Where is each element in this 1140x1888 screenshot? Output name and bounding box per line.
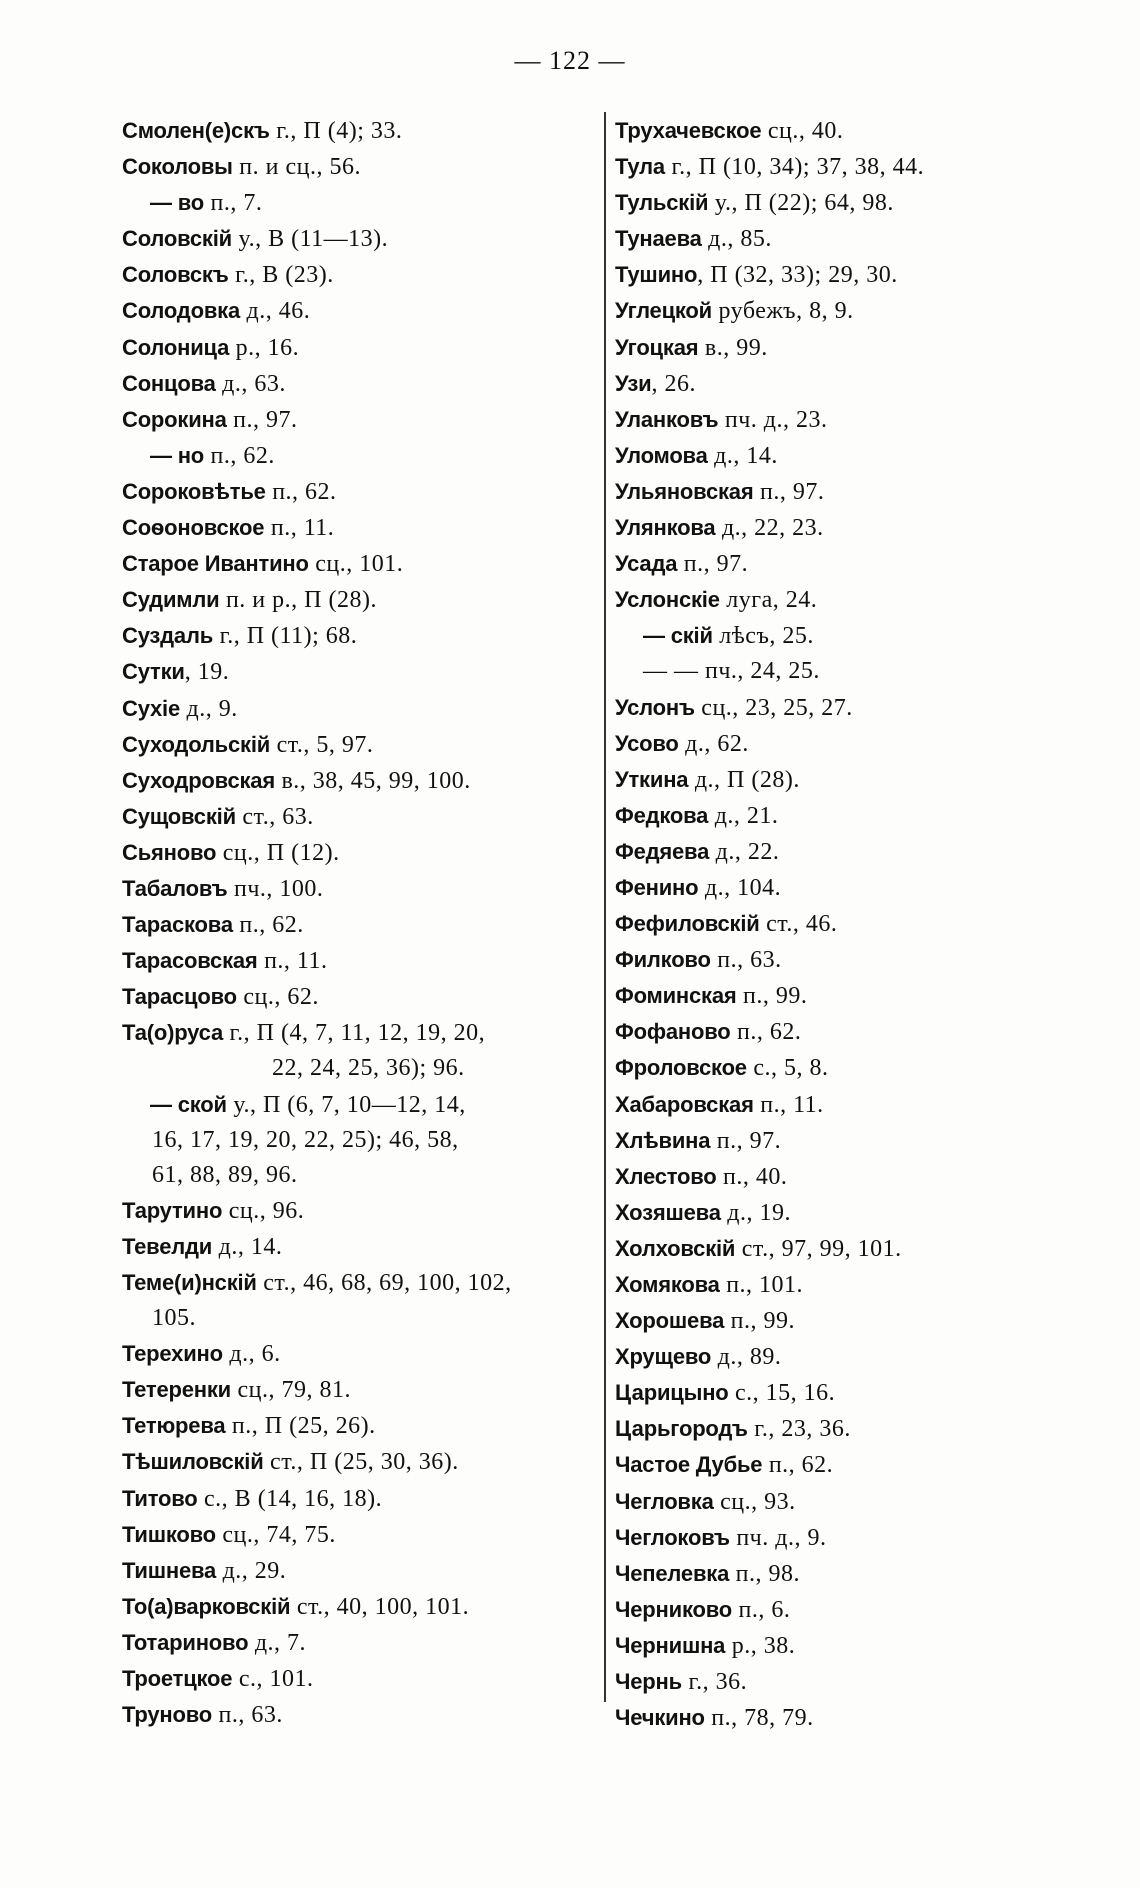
index-entry: [122, 691, 592, 727]
entry-headword: Сухіе: [122, 695, 180, 721]
entry-headword: Тетеренки: [122, 1377, 231, 1403]
entry-references: п., 97.: [753, 478, 825, 505]
index-entry: [615, 330, 1065, 366]
entry-references: , П (32, 33); 29, 30.: [697, 262, 898, 289]
entry-headword: Труново: [122, 1702, 212, 1728]
entry-references: г., 36.: [681, 1669, 748, 1696]
entry-references: с., 101.: [232, 1666, 314, 1693]
index-entry: [122, 510, 592, 546]
entry-headword: Фенино: [615, 874, 699, 900]
entry-references: в., 99.: [698, 334, 768, 361]
entry-headword: Хозяшева: [615, 1199, 721, 1225]
index-entry: [615, 257, 1065, 293]
entry-references: сц., 96.: [222, 1197, 305, 1224]
index-entry: [122, 1265, 592, 1301]
entry-headword: Смолен(е)скъ: [122, 118, 270, 143]
entry-headword: Чегловка: [615, 1488, 714, 1514]
entry-references: ст., 40, 100, 101.: [290, 1593, 470, 1620]
index-entry: [615, 1087, 1065, 1123]
entry-headword: — во: [150, 190, 204, 216]
index-entry: [122, 330, 592, 366]
entry-headword: Тарасцово: [122, 984, 237, 1010]
entry-headword: Чепелевка: [615, 1560, 730, 1586]
entry-references: у., П (6, 7, 10—12, 14,: [226, 1091, 466, 1118]
entry-references: п., 97.: [677, 551, 749, 578]
entry-headword: Фоминская: [615, 983, 737, 1009]
index-entry: [615, 149, 1065, 185]
entry-headword: Федкова: [615, 802, 709, 828]
entry-headword: Тетюрева: [122, 1413, 226, 1439]
entry-references: луга, 24.: [719, 587, 818, 614]
index-entry: [615, 1339, 1065, 1375]
entry-references: г., В (23).: [228, 262, 334, 289]
entry-references: д., 19.: [720, 1199, 791, 1226]
entry-references: п., 62.: [762, 1452, 834, 1479]
entry-headword: Филково: [615, 947, 711, 973]
index-entry: [615, 1700, 1065, 1736]
entry-headword: Хабаровская: [615, 1091, 754, 1117]
entry-references: пч. д., 9.: [729, 1524, 827, 1551]
index-entry: [615, 438, 1065, 474]
entry-references: с., 5, 8.: [746, 1055, 829, 1082]
index-entry: [122, 1087, 592, 1123]
index-entry: [615, 1159, 1065, 1195]
entry-headword: Царьгородъ: [615, 1416, 748, 1442]
entry-headword: Судимли: [122, 587, 220, 613]
entry-headword: Старое Ивантино: [122, 551, 309, 577]
index-entry: [122, 979, 592, 1015]
entry-references: п., 98.: [729, 1560, 800, 1587]
entry-headword: Солоница: [122, 334, 230, 360]
entry-references: сц., 74, 75.: [215, 1521, 336, 1548]
index-entry: [122, 366, 592, 402]
entry-headword: Соѳоновское: [122, 515, 265, 541]
index-entry: [615, 1628, 1065, 1664]
entry-headword: Тишково: [122, 1521, 216, 1547]
index-column-right: [615, 113, 1065, 1736]
index-entry: [615, 1195, 1065, 1231]
entry-references: п., 99.: [736, 983, 808, 1010]
entry-references: г., П (11); 68.: [213, 623, 358, 650]
entry-headword: Федяева: [615, 838, 710, 864]
entry-references: ст., 5, 97.: [270, 731, 374, 758]
entry-headword: Чечкино: [615, 1705, 705, 1731]
index-entry: [122, 618, 592, 654]
entry-references: п., 62.: [730, 1019, 802, 1046]
entry-headword: Тишнева: [122, 1557, 217, 1583]
entry-headword: Услонскіе: [615, 587, 720, 613]
entry-headword: Сьяново: [122, 839, 217, 865]
entry-headword: Тушино: [615, 262, 698, 288]
index-entry: [122, 1372, 592, 1408]
entry-headword: Суходровская: [122, 767, 275, 793]
entry-headword: Тевелди: [122, 1233, 213, 1259]
entry-headword: Титово: [122, 1485, 198, 1511]
entry-headword: Черниково: [615, 1596, 732, 1622]
index-column-left: [122, 113, 592, 1733]
entry-references: д., 104.: [698, 874, 782, 901]
entry-headword: Тула: [615, 154, 665, 180]
index-entry: [615, 546, 1065, 582]
entry-references: п., 62.: [204, 442, 275, 469]
index-entry: [122, 185, 592, 221]
entry-references: сц., 101.: [308, 551, 404, 578]
entry-references: д., 7.: [248, 1629, 307, 1656]
entry-references: ст., 46.: [759, 911, 838, 938]
entry-references: р., 16.: [229, 334, 300, 361]
entry-headword: Уткина: [615, 766, 689, 792]
entry-headword: Тараскова: [122, 912, 233, 938]
index-entry: [122, 727, 592, 763]
entry-references: г., П (10, 34); 37, 38, 44.: [664, 154, 925, 181]
entry-references: д., 9.: [179, 695, 238, 722]
index-entry: [615, 1014, 1065, 1050]
entry-headword: Та(о)руса: [122, 1020, 223, 1046]
entry-headword: Узи: [615, 370, 652, 396]
entry-headword: Фофаново: [615, 1019, 731, 1045]
index-entry: [122, 1517, 592, 1553]
index-entry: [615, 654, 1065, 689]
entry-references: д., 85.: [701, 226, 772, 253]
entry-references: у., П (22); 64, 98.: [708, 190, 894, 217]
entry-references: , 26.: [651, 370, 696, 397]
entry-headword: Ульяновская: [615, 478, 754, 504]
index-entry: [122, 546, 592, 582]
index-entry: [122, 582, 592, 618]
entry-references: п., 6.: [731, 1596, 791, 1623]
entry-headword: Сорокина: [122, 406, 227, 432]
entry-references: пч. д., 23.: [718, 406, 828, 433]
index-entry: [122, 474, 592, 510]
index-entry: [615, 618, 1065, 654]
entry-references: п. и сц., 56.: [232, 154, 361, 181]
index-entry: [122, 763, 592, 799]
entry-continuation: 61, 88, 89, 96.: [152, 1161, 298, 1188]
index-entry: [615, 798, 1065, 834]
entry-references: д., 6.: [222, 1341, 281, 1368]
entry-references: п., 78, 79.: [704, 1705, 814, 1732]
entry-headword: Угоцкая: [615, 334, 699, 360]
entry-references: д., 21.: [708, 802, 779, 829]
index-entry: [122, 1625, 592, 1661]
index-entry: [615, 1303, 1065, 1339]
index-entry: [122, 1661, 592, 1697]
entry-headword: То(а)варковскій: [122, 1593, 291, 1619]
entry-references: д., 63.: [215, 370, 286, 397]
entry-references: сц., П (12).: [216, 839, 340, 866]
entry-references: п., 63.: [211, 1702, 283, 1729]
entry-references: д., 46.: [240, 298, 311, 325]
entry-references: д., 89.: [711, 1344, 782, 1371]
entry-references: д., П (28).: [688, 766, 800, 793]
entry-references: лѣсъ, 25.: [712, 623, 814, 650]
entry-headword: Хлестово: [615, 1163, 717, 1189]
entry-headword: Тѣшиловскій: [122, 1449, 264, 1475]
entry-headword: Хорошева: [615, 1308, 725, 1334]
index-entry: [615, 1484, 1065, 1520]
index-entry: [615, 474, 1065, 510]
index-entry: [122, 654, 592, 690]
index-entry: [122, 871, 592, 907]
entry-headword: Уланковъ: [615, 406, 719, 432]
index-entry: [122, 402, 592, 438]
entry-references: с., 15, 16.: [728, 1380, 836, 1407]
entry-references: п., 11.: [753, 1091, 824, 1118]
entry-headword: Суходольскій: [122, 731, 271, 757]
index-entry: [615, 1231, 1065, 1267]
index-entry: [615, 366, 1065, 402]
index-entry: [615, 1664, 1065, 1700]
entry-references: в., 38, 45, 99, 100.: [274, 767, 471, 794]
entry-references: сц., 23, 25, 27.: [694, 694, 853, 721]
index-entry: [615, 1447, 1065, 1483]
entry-references: п., П (25, 26).: [225, 1413, 376, 1440]
entry-headword: Уломова: [615, 442, 708, 468]
entry-references: ст., 63.: [235, 803, 314, 830]
index-entry: [122, 113, 592, 149]
index-entry: [615, 906, 1065, 942]
entry-headword: — но: [150, 442, 205, 468]
index-entry: [615, 1267, 1065, 1303]
entry-references: , 19.: [184, 659, 230, 686]
column-divider: [604, 112, 606, 1702]
entry-references: сц., 93.: [713, 1488, 796, 1515]
index-entry: [615, 978, 1065, 1014]
entry-headword: — скій: [643, 623, 713, 649]
entry-headword: Тарасовская: [122, 948, 258, 974]
entry-headword: Усово: [615, 730, 679, 756]
index-entry: [615, 293, 1065, 329]
entry-headword: Тунаева: [615, 226, 702, 252]
index-entry: [122, 1444, 592, 1480]
entry-references: ст., П (25, 30, 36).: [263, 1449, 459, 1476]
index-entry: [122, 943, 592, 979]
entry-references: п., 7.: [204, 190, 263, 217]
entry-references: п., 62.: [232, 912, 304, 939]
entry-headword: Улянкова: [615, 515, 716, 541]
entry-references: п., 62.: [265, 478, 337, 505]
entry-references: ст., 46, 68, 69, 100, 102,: [256, 1270, 512, 1296]
entry-references: д., 22, 23.: [715, 515, 824, 542]
entry-references: п., 97.: [226, 406, 298, 433]
entry-headword: Соловскъ: [122, 262, 229, 288]
index-entry: [615, 1592, 1065, 1628]
entry-headword: Услонъ: [615, 694, 695, 720]
entry-references: сц., 79, 81.: [231, 1377, 351, 1404]
entry-references: д., 14.: [707, 442, 778, 469]
entry-references: г., 23, 36.: [747, 1416, 851, 1443]
index-entry: [122, 1408, 592, 1444]
entry-references: у., В (11—13).: [231, 226, 389, 253]
index-entry: [122, 149, 592, 185]
entry-headword: Сутки: [122, 659, 185, 685]
entry-headword: Фефиловскій: [615, 911, 760, 937]
entry-references: д., 62.: [678, 730, 749, 757]
entry-references: д., 29.: [216, 1557, 287, 1584]
index-entry: [122, 1697, 592, 1733]
entry-references: п., 11.: [264, 515, 335, 542]
entry-references: — — пч., 24, 25.: [643, 658, 820, 685]
index-entry: [615, 1520, 1065, 1556]
entry-headword: — ской: [150, 1091, 227, 1117]
index-entry: [122, 1229, 592, 1265]
entry-headword: Хлѣвина: [615, 1127, 711, 1153]
index-entry: [122, 1481, 592, 1517]
entry-headword: Хрущево: [615, 1344, 712, 1370]
index-entry: [615, 1556, 1065, 1592]
entry-headword: Усада: [615, 551, 678, 577]
entry-headword: Троетцкое: [122, 1666, 233, 1692]
entry-headword: Соколовы: [122, 154, 233, 180]
entry-references: р., 38.: [725, 1632, 796, 1659]
entry-references: сц., 40.: [761, 118, 844, 144]
entry-references: ст., 97, 99, 101.: [735, 1235, 902, 1262]
entry-references: п., 97.: [710, 1127, 782, 1154]
index-entry: [615, 690, 1065, 726]
index-entry: [122, 1015, 592, 1051]
entry-references: сц., 62.: [236, 984, 319, 1011]
entry-continuation: 22, 24, 25, 36); 96.: [272, 1055, 465, 1082]
index-entry: [122, 1193, 592, 1229]
entry-headword: Тарутино: [122, 1197, 223, 1223]
index-entry: [122, 293, 592, 329]
index-entry: [122, 1336, 592, 1372]
entry-headword: Трухачевское: [615, 118, 762, 143]
entry-headword: Терехино: [122, 1341, 223, 1367]
index-entry: [122, 799, 592, 835]
entry-references: п., 40.: [716, 1163, 788, 1190]
index-entry: [615, 185, 1065, 221]
entry-references: п. и р., П (28).: [219, 587, 377, 614]
index-entry: [122, 1589, 592, 1625]
index-entry: [615, 726, 1065, 762]
index-entry: [122, 835, 592, 871]
index-entry: [122, 907, 592, 943]
index-entry: [122, 1553, 592, 1589]
entry-continuation: 105.: [152, 1305, 196, 1332]
entry-headword: Тульскій: [615, 190, 709, 216]
entry-references: с., В (14, 16, 18).: [197, 1485, 383, 1512]
index-entry: [615, 942, 1065, 978]
index-entry: [615, 221, 1065, 257]
entry-headword: Чернишна: [615, 1632, 726, 1658]
entry-headword: Тотариново: [122, 1629, 249, 1655]
entry-references: п., 11.: [257, 948, 328, 975]
index-entry: [122, 438, 592, 474]
entry-references: д., 14.: [212, 1233, 283, 1260]
index-entry: [615, 1375, 1065, 1411]
entry-headword: Сонцова: [122, 370, 216, 396]
index-entry: [615, 510, 1065, 546]
index-entry: [615, 1123, 1065, 1159]
entry-references: пч., 100.: [227, 875, 324, 902]
entry-headword: Холховскій: [615, 1235, 736, 1261]
entry-headword: Фроловское: [615, 1055, 747, 1081]
entry-references: г., П (4); 33.: [269, 118, 403, 144]
entry-continuation: 16, 17, 19, 20, 22, 25); 46, 58,: [152, 1126, 459, 1153]
entry-headword: Частое Дубье: [615, 1452, 763, 1478]
entry-headword: Хомякова: [615, 1272, 720, 1297]
index-entry: [615, 762, 1065, 798]
index-entry: [122, 221, 592, 257]
index-entry: [615, 402, 1065, 438]
entry-references: п., 63.: [710, 947, 782, 974]
index-entry: [615, 582, 1065, 618]
entry-references: п., 101.: [719, 1272, 804, 1298]
entry-headword: Табаловъ: [122, 875, 228, 901]
entry-headword: Солодовка: [122, 298, 240, 324]
entry-references: г., П (4, 7, 11, 12, 19, 20,: [223, 1020, 486, 1047]
entry-headword: Соловскій: [122, 226, 232, 252]
entry-references: рубежъ, 8, 9.: [712, 298, 854, 325]
index-entry: [615, 113, 1065, 149]
entry-headword: Чеглоковъ: [615, 1524, 730, 1550]
entry-references: д., 22.: [709, 838, 780, 865]
index-entry: [615, 834, 1065, 870]
index-entry: [615, 1411, 1065, 1447]
index-entry: [615, 870, 1065, 906]
entry-headword: Суздаль: [122, 623, 214, 649]
entry-references: п., 99.: [724, 1308, 795, 1335]
entry-headword: Сороковѣтье: [122, 478, 266, 504]
entry-headword: Чернь: [615, 1669, 682, 1695]
entry-headword: Царицыно: [615, 1380, 729, 1406]
entry-headword: Углецкой: [615, 298, 712, 324]
page-number: — 122 —: [514, 46, 626, 75]
index-entry: [615, 1050, 1065, 1086]
index-entry: [122, 257, 592, 293]
entry-headword: Сущовскій: [122, 803, 236, 829]
entry-headword: Теме(и)нскій: [122, 1270, 257, 1295]
